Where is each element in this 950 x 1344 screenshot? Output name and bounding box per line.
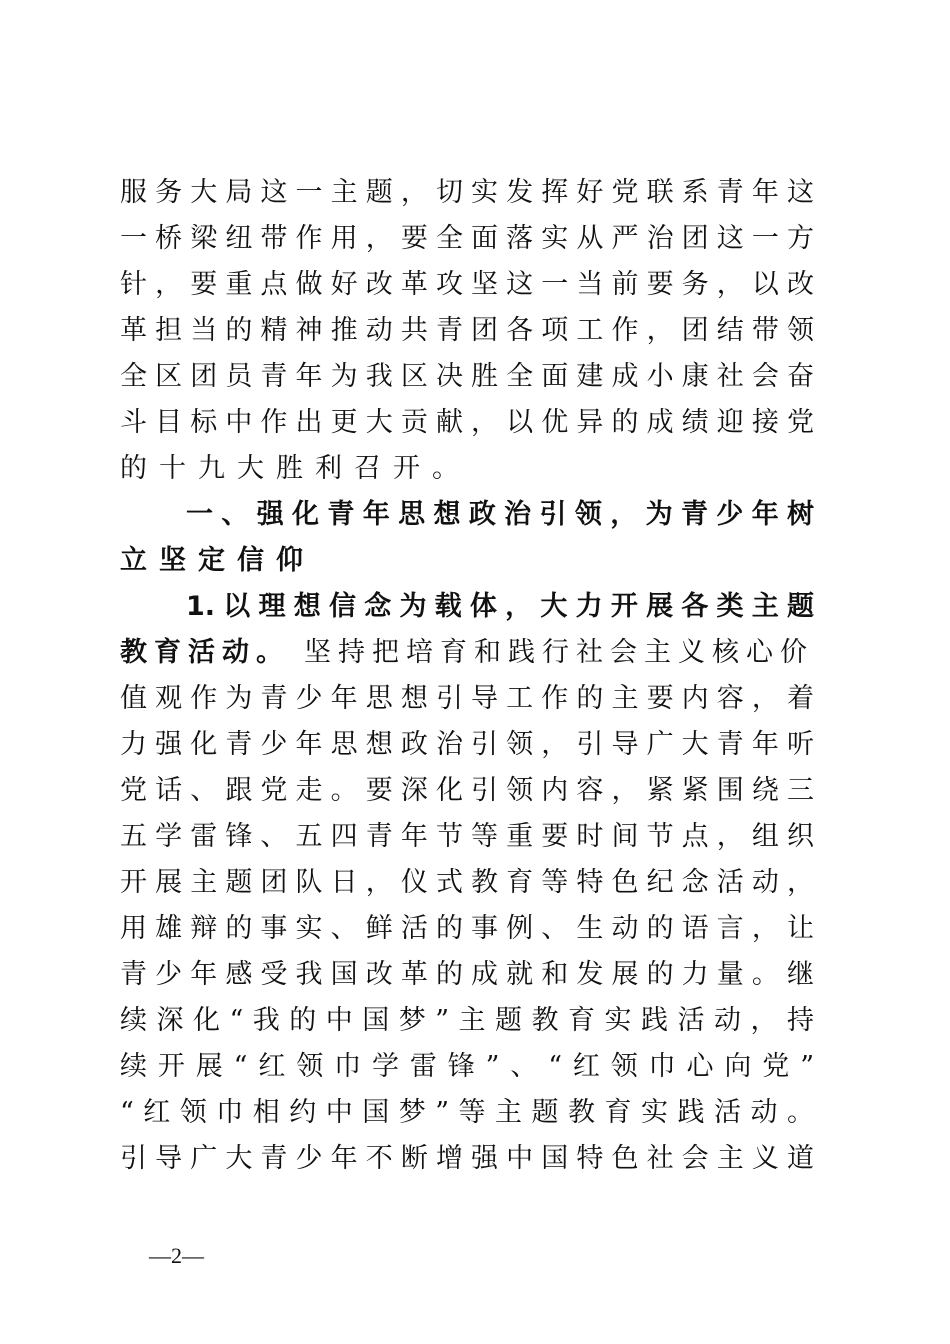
body-text-line: 力强化青少年思想政治引领，引导广大青年听 (120, 729, 814, 760)
mixed-heading-body-line (120, 630, 814, 676)
body-text-line: 党话、跟党走。要深化引领内容，紧紧围绕三 (120, 775, 814, 806)
body-text-line: 续开展“红领巾学雷锋”、“红领巾心向党” (120, 1051, 814, 1082)
section-heading-continued: 立坚定信仰 (120, 545, 315, 576)
body-text-line: 针，要重点做好改革攻坚这一当前要务，以改 (120, 269, 814, 300)
subsection-heading-continued: 教育活动。 (120, 637, 290, 668)
body-text-line: 值观作为青少年思想引导工作的主要内容，着 (120, 683, 814, 714)
body-text-line: 一桥梁纽带作用，要全面落实从严治团这一方 (120, 223, 814, 254)
body-text-line: 斗目标中作出更大贡献，以优异的成绩迎接党 (120, 407, 814, 438)
body-text-line: 用雄辩的事实、鲜活的事例、生动的语言，让 (120, 913, 814, 944)
body-text-line: 开展主题团队日，仪式教育等特色纪念活动， (120, 867, 814, 898)
section-heading: 一、强化青年思想政治引领，为青少年树 (186, 499, 814, 530)
body-text-fragment: 坚持把培育和践行社会主义核心价 (304, 637, 814, 668)
subsection-heading: 1.以理想信念为载体，大力开展各类主题 (186, 591, 814, 622)
body-text-line: 全区团员青年为我区决胜全面建成小康社会奋 (120, 361, 814, 392)
body-text-line: 续深化“我的中国梦”主题教育实践活动，持 (120, 1005, 814, 1036)
body-text-line: “红领巾相约中国梦”等主题教育实践活动。 (120, 1097, 814, 1128)
page-number: —2— (149, 1243, 204, 1268)
body-text-line: 的十九大胜利召开。 (120, 453, 471, 484)
body-text-line: 革担当的精神推动共青团各项工作，团结带领 (120, 315, 814, 346)
body-text-line: 引导广大青少年不断增强中国特色社会主义道 (120, 1143, 814, 1174)
body-text-line: 服务大局这一主题，切实发挥好党联系青年这 (120, 177, 814, 208)
body-text-line: 青少年感受我国改革的成就和发展的力量。继 (120, 959, 814, 990)
body-text-line: 五学雷锋、五四青年节等重要时间节点，组织 (120, 821, 814, 852)
